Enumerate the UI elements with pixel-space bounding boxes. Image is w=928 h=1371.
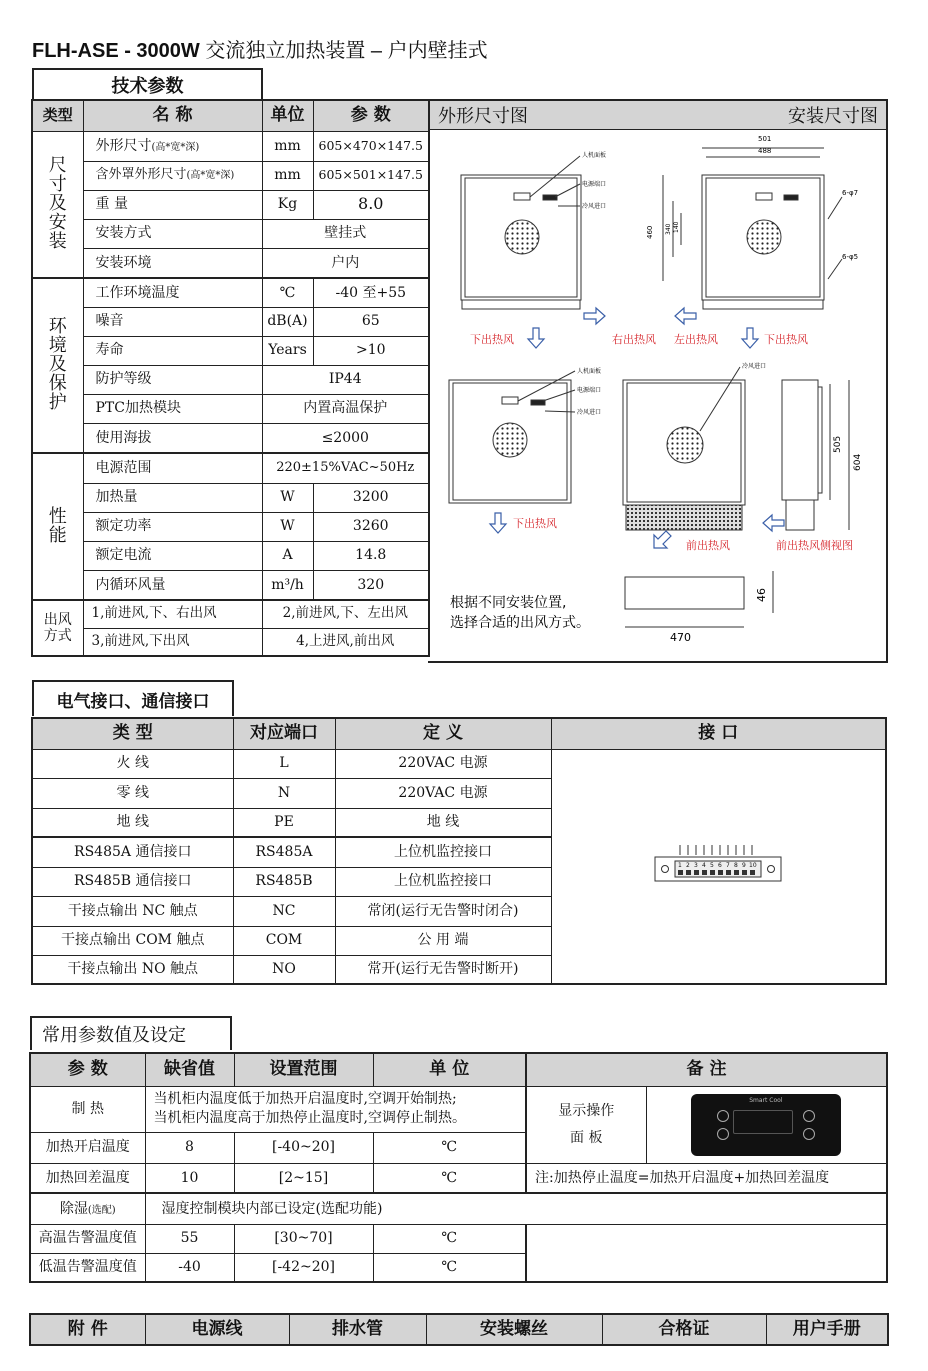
rated-current-name: 额定电流 (83, 541, 262, 570)
unit-side-view (782, 380, 822, 530)
size-unit: mm (262, 131, 313, 161)
noise-value: 65 (313, 307, 429, 336)
dehum-name: 除湿(选配) (30, 1193, 145, 1224)
accessories-table (29, 1313, 889, 1346)
acc-screws: 安装螺丝 (426, 1314, 602, 1345)
diff-temp-default: 10 (145, 1163, 234, 1193)
hi-alarm-default: 55 (145, 1224, 234, 1253)
pin-9: 9 (742, 862, 747, 870)
th-name: 名 称 (83, 100, 262, 131)
airflow-mode-3: 3,前进风,下出风 (83, 628, 262, 656)
elec-table (31, 717, 887, 985)
group-airflow: 出风方式 (32, 600, 83, 656)
heat-desc-1: 当机柜内温度低于加热开启温度时,空调开始制热; (153, 1091, 457, 1108)
size-value: 605×470×147.5 (313, 131, 429, 161)
lbl-front-side: 前出热风侧视图 (776, 539, 853, 552)
elec-row-def: 常闭(运行无告警时闭合) (335, 896, 551, 926)
install-title: 安装尺寸图 (788, 106, 878, 127)
elec-row-port: COM (233, 926, 335, 955)
hole-2: 6-φ5 (842, 253, 859, 261)
mount-value: 壁挂式 (262, 219, 429, 248)
weight-name: 重 量 (83, 190, 262, 219)
connector-cell (551, 749, 886, 984)
th-remark: 备 注 (526, 1053, 887, 1086)
menu-button[interactable] (803, 1110, 815, 1122)
life-value: >10 (313, 336, 429, 365)
params-table (29, 1052, 888, 1283)
life-name: 寿命 (83, 336, 262, 365)
panel-brand: Smart Cool (749, 1096, 783, 1104)
on-temp-name: 加热开启温度 (30, 1132, 145, 1163)
lo-alarm-default: -40 (145, 1253, 234, 1282)
noise-unit: dB(A) (262, 307, 313, 336)
dim-505: 505 (833, 435, 843, 453)
pin-5: 5 (710, 862, 715, 870)
display-panel (691, 1094, 841, 1156)
power-range-name: 电源范围 (83, 453, 262, 483)
temp-value: -40 至+55 (313, 278, 429, 307)
noise-name: 噪音 (83, 307, 262, 336)
dim-140: 140 (673, 221, 680, 233)
dehum-value: 湿度控制模块内部已设定(选配功能) (145, 1193, 887, 1224)
heat-value: 3200 (313, 483, 429, 512)
pin-3: 3 (694, 862, 699, 870)
lbl-panel-2: 人机面板 (577, 368, 602, 375)
acc-header: 附 件 (30, 1314, 145, 1345)
lbl-down-out: 下出热风 (470, 333, 514, 346)
rated-power-unit: W (262, 512, 313, 541)
elec-row-port: NO (233, 955, 335, 984)
lbl-inlet-2: 冷风进口 (577, 409, 602, 416)
set-button[interactable] (803, 1128, 815, 1140)
heat-unit: W (262, 483, 313, 512)
temp-unit: ℃ (262, 278, 313, 307)
th-default: 缺省值 (145, 1053, 234, 1086)
th-type: 类型 (32, 100, 83, 131)
env-name: 安装环境 (83, 248, 262, 278)
airflow-mode-4: 4,上进风,前出风 (262, 628, 429, 656)
weight-unit: Kg (262, 190, 313, 219)
display-panel-cell (646, 1086, 887, 1163)
dim-501: 501 (758, 135, 772, 143)
diff-temp-name: 加热回差温度 (30, 1163, 145, 1193)
pin-10: 10 (749, 862, 757, 870)
mount-name: 安装方式 (83, 219, 262, 248)
drawing-header (428, 99, 888, 130)
lbl-panel: 人机面板 (582, 152, 607, 159)
airflow-name: 内循环风量 (83, 570, 262, 600)
ip-value: IP44 (262, 365, 429, 394)
unit-front-1 (461, 175, 581, 309)
lbl-power: 电源端口 (582, 181, 607, 188)
tech-tab: 技术参数 (32, 68, 263, 100)
lbl-inlet: 冷风进口 (582, 203, 607, 210)
elec-tab: 电气接口、通信接口 (32, 680, 234, 716)
on-temp-unit: ℃ (373, 1132, 526, 1163)
note-line-1: 根据不同安装位置, (450, 595, 567, 611)
elec-row-type: 地 线 (32, 808, 233, 837)
th-elec-def: 定 义 (335, 718, 551, 749)
diff-temp-unit: ℃ (373, 1163, 526, 1193)
elec-row-def: 公 用 端 (335, 926, 551, 955)
airflow-mode-1: 1,前进风,下、右出风 (83, 600, 262, 628)
elec-row-type: 火 线 (32, 749, 233, 778)
hole-1: 6-φ7 (842, 189, 859, 197)
unit-front-3 (449, 380, 571, 503)
rated-current-value: 14.8 (313, 541, 429, 570)
outline-title: 外形尺寸图 (438, 106, 528, 127)
page-title (32, 34, 488, 63)
elec-row-port: L (233, 749, 335, 778)
th-param: 参 数 (30, 1053, 145, 1086)
lbl-down-out-2: 下出热风 (764, 333, 808, 346)
on-temp-default: 8 (145, 1132, 234, 1163)
acc-manual: 用户手册 (766, 1314, 888, 1345)
heat-desc-2: 当机柜内温度高于加热停止温度时,空调停止制热。 (153, 1110, 466, 1126)
airflow-unit: m³/h (262, 570, 313, 600)
th-unit: 单 位 (373, 1053, 526, 1086)
model-desc: 交流独立加热装置 – 户内壁挂式 (205, 40, 488, 62)
cover-value: 605×501×147.5 (313, 161, 429, 190)
group-perf: 性能 (32, 453, 83, 600)
th-range: 设置范围 (234, 1053, 373, 1086)
elec-row-def: 地 线 (335, 808, 551, 837)
heat-desc (145, 1086, 526, 1132)
hi-alarm-range: [30~70] (234, 1224, 373, 1253)
lbl-front-out: 前出热风 (686, 539, 730, 552)
lbl-power-2: 电源端口 (577, 387, 602, 394)
elec-row-port: N (233, 778, 335, 808)
cover-unit: mm (262, 161, 313, 190)
th-elec-type: 类 型 (32, 718, 233, 749)
lo-alarm-unit: ℃ (373, 1253, 526, 1282)
unit-front-2 (702, 175, 824, 309)
lbl-inlet-3: 冷风进口 (742, 363, 767, 370)
pin-2: 2 (686, 862, 691, 870)
params-tab: 常用参数值及设定 (30, 1016, 232, 1050)
th-param: 参 数 (313, 100, 429, 131)
group-size: 尺寸及安装 (32, 131, 83, 278)
pin-4: 4 (702, 862, 707, 870)
pin-6: 6 (718, 862, 723, 870)
cover-name: 含外罩外形尺寸(高*宽*深) (83, 161, 262, 190)
elec-row-port: RS485A (233, 837, 335, 867)
up-button[interactable] (717, 1110, 729, 1122)
unit-bottom-view (625, 577, 744, 609)
dim-460: 460 (646, 225, 654, 239)
rated-power-name: 额定功率 (83, 512, 262, 541)
elec-row-type: 零 线 (32, 778, 233, 808)
elec-row-def: 常开(运行无告警时断开) (335, 955, 551, 984)
temp-name: 工作环境温度 (83, 278, 262, 307)
group-env: 环境及保护 (32, 278, 83, 453)
elec-row-type: RS485B 通信接口 (32, 867, 233, 896)
rated-current-unit: A (262, 541, 313, 570)
elec-row-type: RS485A 通信接口 (32, 837, 233, 867)
tech-table (31, 99, 430, 657)
drawing-svg (430, 131, 886, 661)
acc-drain-pipe: 排水管 (289, 1314, 426, 1345)
elec-row-type: 干接点输出 NC 触点 (32, 896, 233, 926)
acc-certificate: 合格证 (602, 1314, 766, 1345)
elec-row-def: 上位机监控接口 (335, 837, 551, 867)
power-range-value: 220±15%VAC~50Hz (262, 453, 429, 483)
life-unit: Years (262, 336, 313, 365)
airflow-mode-2: 2,前进风,下、左出风 (262, 600, 429, 628)
alt-name: 使用海拔 (83, 423, 262, 453)
th-elec-iface: 接 口 (551, 718, 886, 749)
connector-diagram (653, 841, 783, 887)
size-name: 外形尺寸(高*宽*深) (83, 131, 262, 161)
note-line-2: 选择合适的出风方式。 (450, 615, 590, 631)
rated-power-value: 3260 (313, 512, 429, 541)
pin-1: 1 (678, 862, 683, 870)
remark-empty (526, 1224, 887, 1282)
th-unit: 单位 (262, 100, 313, 131)
lo-alarm-name: 低温告警温度值 (30, 1253, 145, 1282)
panel-digits (733, 1110, 793, 1134)
dim-604: 604 (853, 453, 863, 471)
diff-temp-range: [2~15] (234, 1163, 373, 1193)
hi-alarm-name: 高温告警温度值 (30, 1224, 145, 1253)
display-label: 显示操作 面 板 (526, 1086, 646, 1163)
alt-value: ≤2000 (262, 423, 429, 453)
dim-470: 470 (670, 631, 691, 644)
ptc-name: PTC加热模块 (83, 394, 262, 423)
remark-note: 注:加热停止温度=加热开启温度+加热回差温度 (526, 1163, 887, 1193)
down-button[interactable] (717, 1128, 729, 1140)
pin-7: 7 (726, 862, 731, 870)
model-name: FLH-ASE - 3000W (32, 40, 200, 62)
dim-46: 46 (755, 588, 768, 602)
th-elec-port: 对应端口 (233, 718, 335, 749)
lbl-down-out-3: 下出热风 (513, 517, 557, 530)
ptc-value: 内置高温保护 (262, 394, 429, 423)
hi-alarm-unit: ℃ (373, 1224, 526, 1253)
dim-340: 340 (665, 223, 672, 235)
lbl-left-out: 左出热风 (674, 333, 718, 346)
dim-488: 488 (758, 147, 772, 155)
weight-value: 8.0 (313, 190, 429, 219)
acc-power-cable: 电源线 (145, 1314, 289, 1345)
ip-name: 防护等级 (83, 365, 262, 394)
lbl-right-out: 右出热风 (612, 333, 656, 346)
elec-row-port: RS485B (233, 867, 335, 896)
elec-row-def: 220VAC 电源 (335, 749, 551, 778)
elec-row-port: NC (233, 896, 335, 926)
lo-alarm-range: [-42~20] (234, 1253, 373, 1282)
airflow-value: 320 (313, 570, 429, 600)
elec-row-type: 干接点输出 NO 触点 (32, 955, 233, 984)
elec-row-port: PE (233, 808, 335, 837)
elec-row-def: 上位机监控接口 (335, 867, 551, 896)
pin-8: 8 (734, 862, 739, 870)
heat-name: 加热量 (83, 483, 262, 512)
unit-front-4 (623, 380, 745, 530)
elec-row-def: 220VAC 电源 (335, 778, 551, 808)
elec-row-type: 干接点输出 COM 触点 (32, 926, 233, 955)
env-value: 户内 (262, 248, 429, 278)
heat-name: 制 热 (30, 1086, 145, 1132)
on-temp-range: [-40~20] (234, 1132, 373, 1163)
